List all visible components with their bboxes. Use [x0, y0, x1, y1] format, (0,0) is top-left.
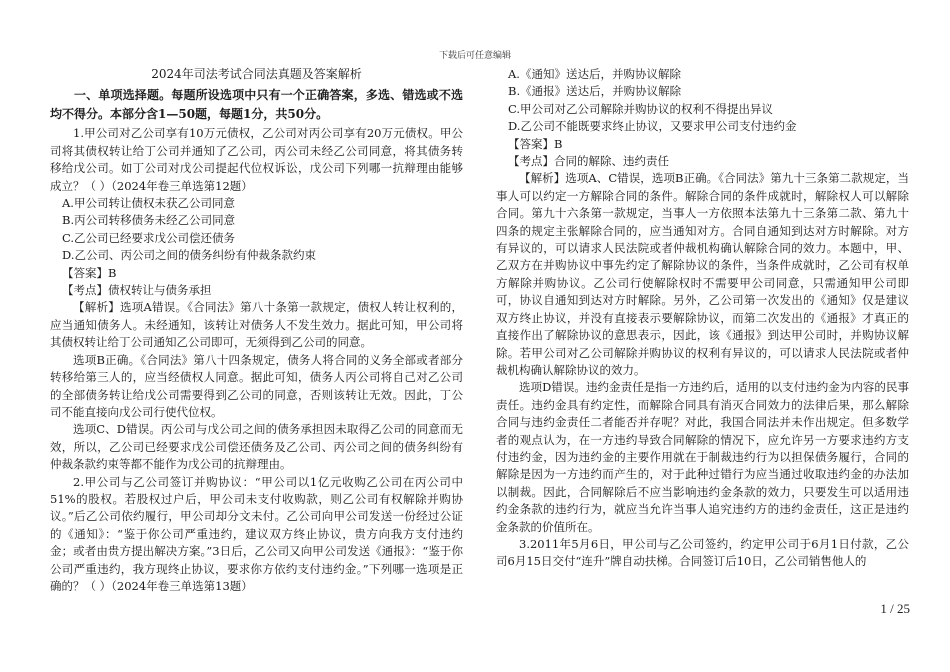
question-2-option-c: C.甲公司对乙公司解除并购协议的权利不得提出异议 [508, 101, 774, 116]
question-1-option-c: C.乙公司已经要求戊公司偿还债务 [62, 230, 236, 245]
right-column [496, 66, 909, 571]
section-heading: 一、单项选择题。每题所设选项中只有一个正确答案，多选、错选或不选均不得分。本部分含1—50题，每题1分，共50分。 [50, 88, 463, 122]
page-number: 1 / 25 [880, 601, 910, 616]
question-2-option-d: D.乙公司不能既要求终止协议，又要求甲公司支付违约金 [508, 119, 797, 134]
page-header: 下载后可任意编辑 [438, 51, 511, 61]
question-2-analysis-2: 选项D错误。违约金责任是指一方违约后，适用的以支付违约金为内容的民事责任。违约金具有约定性，而解除合同具有消灭合同效力的法律后果，那么解除合同与违约金责任二者能否并存呢？对此，我国合同法并未作出规定。但多数学者的观点认为，在一方违约导致合同解除的情况下，应允许另一方要求违约方支付违约金，因为违约金的主要作用就在于制裁违约行为以担保债务履行，合同的解除是因为一方违约而产生的，对于此种过错行为应当通过收取违约金的办法加以制裁。因此，合同解除后不应当影响违约金条款的效力，只要发生可以适用违约金条款的违约行为，就应当允许当事人追究违约方的违约金责任，这正是违约金条款的价值所在。 [496, 380, 909, 534]
question-2-option-b: B.《通报》送达后，并购协议解除 [508, 84, 682, 99]
question-1-analysis-2: 选项B正确。《合同法》第八十四条规定，债务人将合同的义务全部或者部分转移给第三人的，应当经债权人同意。据此可知，债务人丙公司将自己对乙公司的全部债务转让给戊公司需要得到乙公司的同意，否则该转让无效。因此，丁公司不能直接向戊公司行使代位权。 [50, 352, 463, 419]
question-1-analysis-3: 选项C、D错误。丙公司与戊公司之间的债务承担因未取得乙公司的同意而无效，所以，乙公司已经要求戊公司偿还债务及乙公司、丙公司之间的债务纠纷有仲裁条款约束等都不能作为戊公司的抗辩理由。 [50, 422, 463, 472]
question-1-stem: 1.甲公司对乙公司享有10万元债权，乙公司对丙公司享有20万元债权。甲公司将其债权转让给丁公司并通知了乙公司，丙公司未经乙公司同意，将其债务转移给戊公司。如丁公司对戊公司提起代位权诉讼，戊公司下列哪一抗辩理由能够成立？（ ）（2024年卷三单选第12题） [50, 126, 463, 193]
question-2-stem: 2.甲公司与乙公司签订并购协议：“甲公司以1亿元收购乙公司在丙公司中51%的股权。若股权过户后，甲公司未支付收购款，则乙公司有权解除并购协议。”后乙公司依约履行，甲公司却分文未付。乙公司向甲公司发送一份经过公证的《通知》：“鉴于你公司严重违约，建议双方终止协议，贵方向我方支付违约金；或者由贵方提出解决方案。”3日后，乙公司又向甲公司发送《通报》：“鉴于你公司严重违约，我方现终止协议，要求你方依约支付违约金。”下列哪一选项是正确的？（ ）（2024年卷三单选第13题） [50, 474, 463, 593]
question-1-kaodian: 【考点】债权转让与债务承担 [62, 283, 212, 298]
question-2-answer: 【答案】B [508, 136, 563, 151]
question-1-option-a: A.甲公司转让债权未获乙公司同意 [62, 196, 235, 211]
question-1-answer: 【答案】B [62, 265, 117, 280]
left-column [50, 66, 463, 595]
question-2-kaodian: 【考点】合同的解除、违约责任 [508, 154, 669, 169]
question-3-stem: 3.2011年5月6日，甲公司与乙公司签约，约定甲公司于6月1日付款，乙公司6月15日交付“连升”牌自动扶梯。合同签订后10日，乙公司销售他人的 [496, 536, 909, 569]
question-1-analysis-1: 【解析】选项A错误。《合同法》第八十条第一款规定，债权人转让权利的，应当通知债务人。未经通知，该转让对债务人不发生效力。据此可知，甲公司将其债权转让给丁公司通知乙公司即可，无须得到乙公司的同意。 [50, 300, 463, 350]
question-1-option-d: D.乙公司、丙公司之间的债务纠纷有仲裁条款约束 [62, 248, 316, 263]
question-2-analysis-1: 【解析】选项A、C错误，选项B正确。《合同法》第九十三条第二款规定，当事人可以约定一方解除合同的条件。解除合同的条件成就时，解除权人可以解除合同。第九十六条第一款规定，当事人一方依照本法第九十三条第二款、第九十四条的规定主张解除合同的，应当通知对方。合同自通知到达对方时解除。对方有异议的，可以请求人民法院或者仲裁机构确认解除合同的效力。本题中，甲、乙双方在并购协议中事先约定了解除协议的条件，当条件成就时，乙公司有权单方解除并购协议。乙公司行使解除权时不需要甲公司同意，只需通知甲公司即可，协议自通知到达对方时解除。另外，乙公司第一次发出的《通知》仅是建议双方终止协议，并没有直接表示要解除协议，而第二次发出的《通报》才真正的直接作出了解除协议的意思表示，因此，该《通报》到达甲公司时，并购协议解除。若甲公司对乙公司解除并购协议的权利有异议的，可以请求人民法院或者仲裁机构确认解除协议的效力。 [496, 171, 909, 377]
question-2-option-a: A.《通知》送达后，并购协议解除 [508, 67, 681, 81]
document-title: 2024年司法考试合同法真题及答案解析 [151, 67, 362, 81]
question-1-option-b: B.丙公司转移债务未经乙公司同意 [62, 213, 236, 228]
